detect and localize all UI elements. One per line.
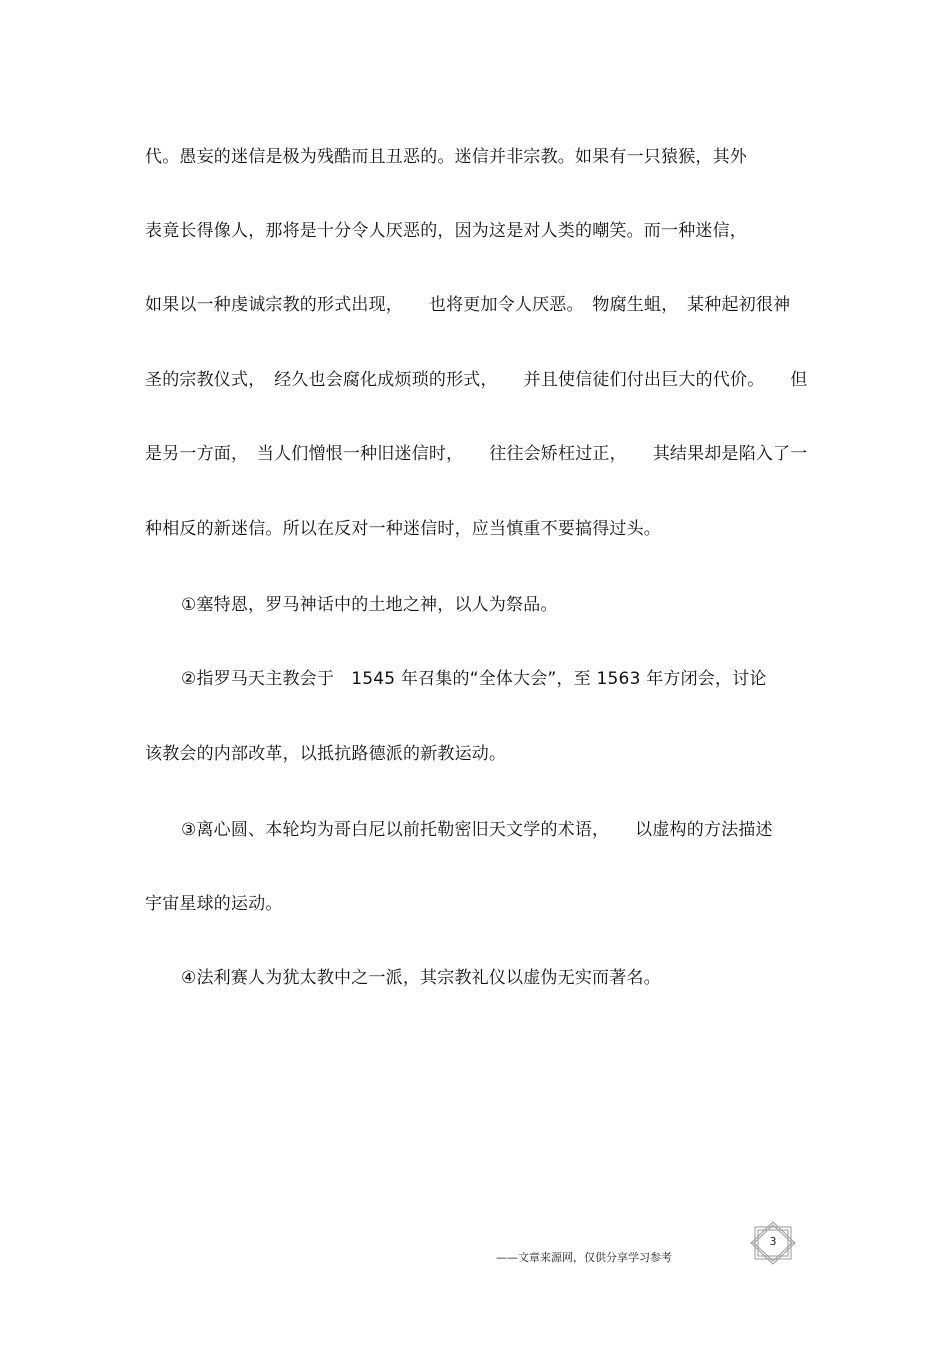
- footnote-2-continued: 该教会的内部改革，以抵抗路德派的新教运动。: [145, 744, 507, 764]
- body-line-3: 如果以一种虔诚宗教的形式出现， 也将更加令人厌恶。 物腐生蛆， 某种起初很神: [145, 295, 791, 315]
- footnote-3-continued: 宇宙星球的运动。: [145, 894, 283, 914]
- footnote-2: ②指罗马天主教会于 1545 年召集的“全体大会”，至 1563 年方闭会，讨论: [181, 669, 767, 689]
- footnote-4: ④法利赛人为犹太教中之一派，其宗教礼仪以虚伪无实而著名。: [181, 968, 661, 988]
- footer-source-text: ——文章来源网，仅供分享学习参考: [496, 1251, 672, 1264]
- body-line-6: 种相反的新迷信。所以在反对一种迷信时，应当慎重不要搞得过头。: [145, 519, 661, 539]
- page-number: 3: [769, 1235, 777, 1248]
- body-line-4: 圣的宗教仪式， 经久也会腐化成烦琐的形式， 并且使信徒们付出巨大的代价。 但: [145, 370, 808, 390]
- page-number-badge: [749, 1221, 797, 1265]
- body-line-2: 表竟长得像人，那将是十分令人厌恶的，因为这是对人类的嘲笑。而一种迷信，: [145, 221, 747, 241]
- footnote-1: ①塞特恩，罗马神话中的土地之神，以人为祭品。: [181, 595, 558, 615]
- footnote-3: ③离心圆、本轮均为哥白尼以前托勒密旧天文学的术语， 以虚构的方法描述: [181, 820, 773, 840]
- body-line-1: 代。愚妄的迷信是极为残酷而且丑恶的。迷信并非宗教。如果有一只猿猴，其外: [145, 147, 747, 167]
- body-line-5: 是另一方面， 当人们憎恨一种旧迷信时， 往往会矫枉过正， 其结果却是陷入了一: [145, 444, 808, 464]
